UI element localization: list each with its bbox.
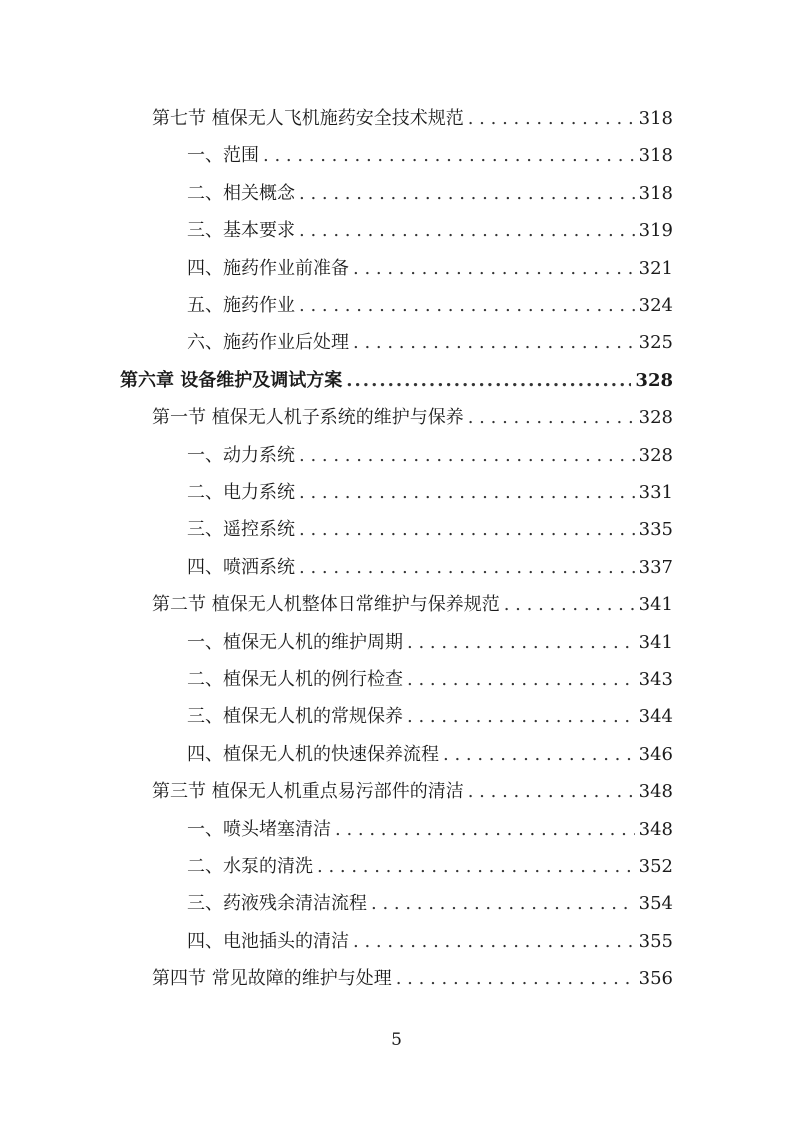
toc-entry-page-number: 341 bbox=[638, 631, 673, 653]
toc-section-entry[interactable] bbox=[152, 399, 673, 436]
toc-entry-label: 二、电力系统 bbox=[187, 482, 295, 503]
toc-subsection-entry[interactable] bbox=[187, 624, 673, 661]
toc-subsection-entry[interactable] bbox=[187, 811, 673, 848]
dot-leader bbox=[407, 624, 635, 661]
dot-leader bbox=[396, 960, 635, 997]
dot-leader bbox=[299, 549, 635, 586]
toc-section-entry[interactable] bbox=[152, 960, 673, 997]
toc-entry-page-number: 343 bbox=[638, 669, 673, 690]
dot-leader bbox=[443, 736, 635, 773]
dot-leader bbox=[346, 362, 631, 399]
toc-entry-page-number: 318 bbox=[638, 182, 673, 204]
toc-entry-label: 五、施药作业 bbox=[187, 295, 295, 316]
toc-subsection-entry[interactable] bbox=[187, 175, 673, 212]
dot-leader bbox=[407, 661, 635, 698]
toc-entry-page-number: 344 bbox=[638, 706, 673, 728]
toc-entry-page-number: 348 bbox=[638, 781, 673, 803]
toc-chapter-entry[interactable] bbox=[120, 362, 673, 399]
dot-leader bbox=[299, 175, 635, 212]
toc-entry-page-number: 328 bbox=[638, 407, 673, 429]
toc-entry-page-number: 319 bbox=[638, 220, 673, 242]
dot-leader bbox=[468, 773, 635, 810]
dot-leader bbox=[317, 848, 635, 885]
toc-entry-page-number: 346 bbox=[638, 743, 673, 765]
toc-entry-label: 第三节 植保无人机重点易污部件的清洁 bbox=[152, 781, 464, 803]
toc-subsection-entry[interactable] bbox=[187, 137, 673, 174]
toc-entry-page-number: 337 bbox=[638, 556, 673, 578]
dot-leader bbox=[468, 100, 635, 137]
toc-entry-page-number: 356 bbox=[638, 968, 673, 990]
toc-entry-page-number: 328 bbox=[635, 369, 673, 391]
toc-entry-page-number: 341 bbox=[638, 594, 673, 616]
dot-leader bbox=[353, 923, 635, 960]
dot-leader bbox=[299, 287, 635, 324]
toc-section-entry[interactable] bbox=[152, 586, 673, 623]
toc-entry-label: 一、喷头堵塞清洁 bbox=[187, 818, 331, 840]
toc-entry-page-number: 335 bbox=[638, 519, 673, 541]
dot-leader bbox=[335, 811, 635, 848]
toc-entry-page-number: 318 bbox=[638, 145, 673, 167]
toc-entry-label: 一、范围 bbox=[187, 145, 259, 167]
toc-entry-label: 三、遥控系统 bbox=[187, 519, 295, 541]
toc-subsection-entry[interactable] bbox=[187, 250, 673, 287]
dot-leader bbox=[299, 437, 635, 474]
toc-entry-page-number: 328 bbox=[638, 444, 673, 466]
dot-leader bbox=[504, 586, 635, 623]
dot-leader bbox=[299, 212, 635, 249]
toc-entry-page-number: 352 bbox=[638, 856, 673, 877]
toc-entry-page-number: 331 bbox=[638, 482, 673, 503]
toc-entry-page-number: 324 bbox=[638, 295, 673, 316]
toc-entry-page-number: 318 bbox=[638, 108, 673, 129]
toc-section-entry[interactable] bbox=[152, 773, 673, 810]
toc-entry-label: 第六章 设备维护及调试方案 bbox=[120, 369, 343, 391]
toc-entry-label: 二、相关概念 bbox=[187, 182, 295, 204]
toc-entry-label: 三、基本要求 bbox=[187, 220, 295, 242]
toc-entry-page-number: 348 bbox=[638, 818, 673, 840]
toc-subsection-entry[interactable] bbox=[187, 474, 673, 511]
toc-subsection-entry[interactable] bbox=[187, 885, 673, 922]
dot-leader bbox=[353, 324, 635, 361]
toc-entry-label: 第四节 常见故障的维护与处理 bbox=[152, 968, 392, 990]
dot-leader bbox=[371, 885, 635, 922]
toc-subsection-entry[interactable] bbox=[187, 736, 673, 773]
toc-entry-page-number: 355 bbox=[638, 930, 673, 952]
toc-entry-page-number: 354 bbox=[638, 893, 673, 915]
toc-entry-label: 三、植保无人机的常规保养 bbox=[187, 706, 403, 728]
toc-subsection-entry[interactable] bbox=[187, 923, 673, 960]
toc-entry-page-number: 325 bbox=[638, 332, 673, 354]
dot-leader bbox=[353, 250, 635, 287]
toc-entry-label: 第二节 植保无人机整体日常维护与保养规范 bbox=[152, 594, 500, 616]
dot-leader bbox=[468, 399, 635, 436]
toc-subsection-entry[interactable] bbox=[187, 511, 673, 548]
toc-subsection-entry[interactable] bbox=[187, 549, 673, 586]
toc-entry-label: 一、动力系统 bbox=[187, 444, 295, 466]
toc-entry-label: 第一节 植保无人机子系统的维护与保养 bbox=[152, 407, 464, 429]
page-number: 5 bbox=[391, 1030, 402, 1050]
toc-subsection-entry[interactable] bbox=[187, 437, 673, 474]
toc-entry-label: 第七节 植保无人飞机施药安全技术规范 bbox=[152, 108, 464, 129]
dot-leader bbox=[263, 137, 635, 174]
dot-leader bbox=[299, 474, 635, 511]
toc-entry-label: 四、电池插头的清洁 bbox=[187, 930, 349, 952]
toc-subsection-entry[interactable] bbox=[187, 212, 673, 249]
toc-entry-label: 四、喷洒系统 bbox=[187, 556, 295, 578]
toc-entry-label: 六、施药作业后处理 bbox=[187, 332, 349, 354]
toc-subsection-entry[interactable] bbox=[187, 324, 673, 361]
toc-entry-label: 二、水泵的清洗 bbox=[187, 856, 313, 877]
toc-subsection-entry[interactable] bbox=[187, 287, 673, 324]
toc-subsection-entry[interactable] bbox=[187, 848, 673, 885]
toc-entry-label: 四、植保无人机的快速保养流程 bbox=[187, 743, 439, 765]
toc-entry-label: 三、药液残余清洁流程 bbox=[187, 893, 367, 915]
dot-leader bbox=[407, 698, 635, 735]
dot-leader bbox=[299, 511, 635, 548]
toc-entry-label: 二、植保无人机的例行检查 bbox=[187, 669, 403, 690]
toc-subsection-entry[interactable] bbox=[187, 661, 673, 698]
toc-entry-label: 一、植保无人机的维护周期 bbox=[187, 631, 403, 653]
toc-subsection-entry[interactable] bbox=[187, 698, 673, 735]
toc-entry-page-number: 321 bbox=[638, 257, 673, 279]
toc-entry-label: 四、施药作业前准备 bbox=[187, 257, 349, 279]
toc-section-entry[interactable] bbox=[152, 100, 673, 137]
